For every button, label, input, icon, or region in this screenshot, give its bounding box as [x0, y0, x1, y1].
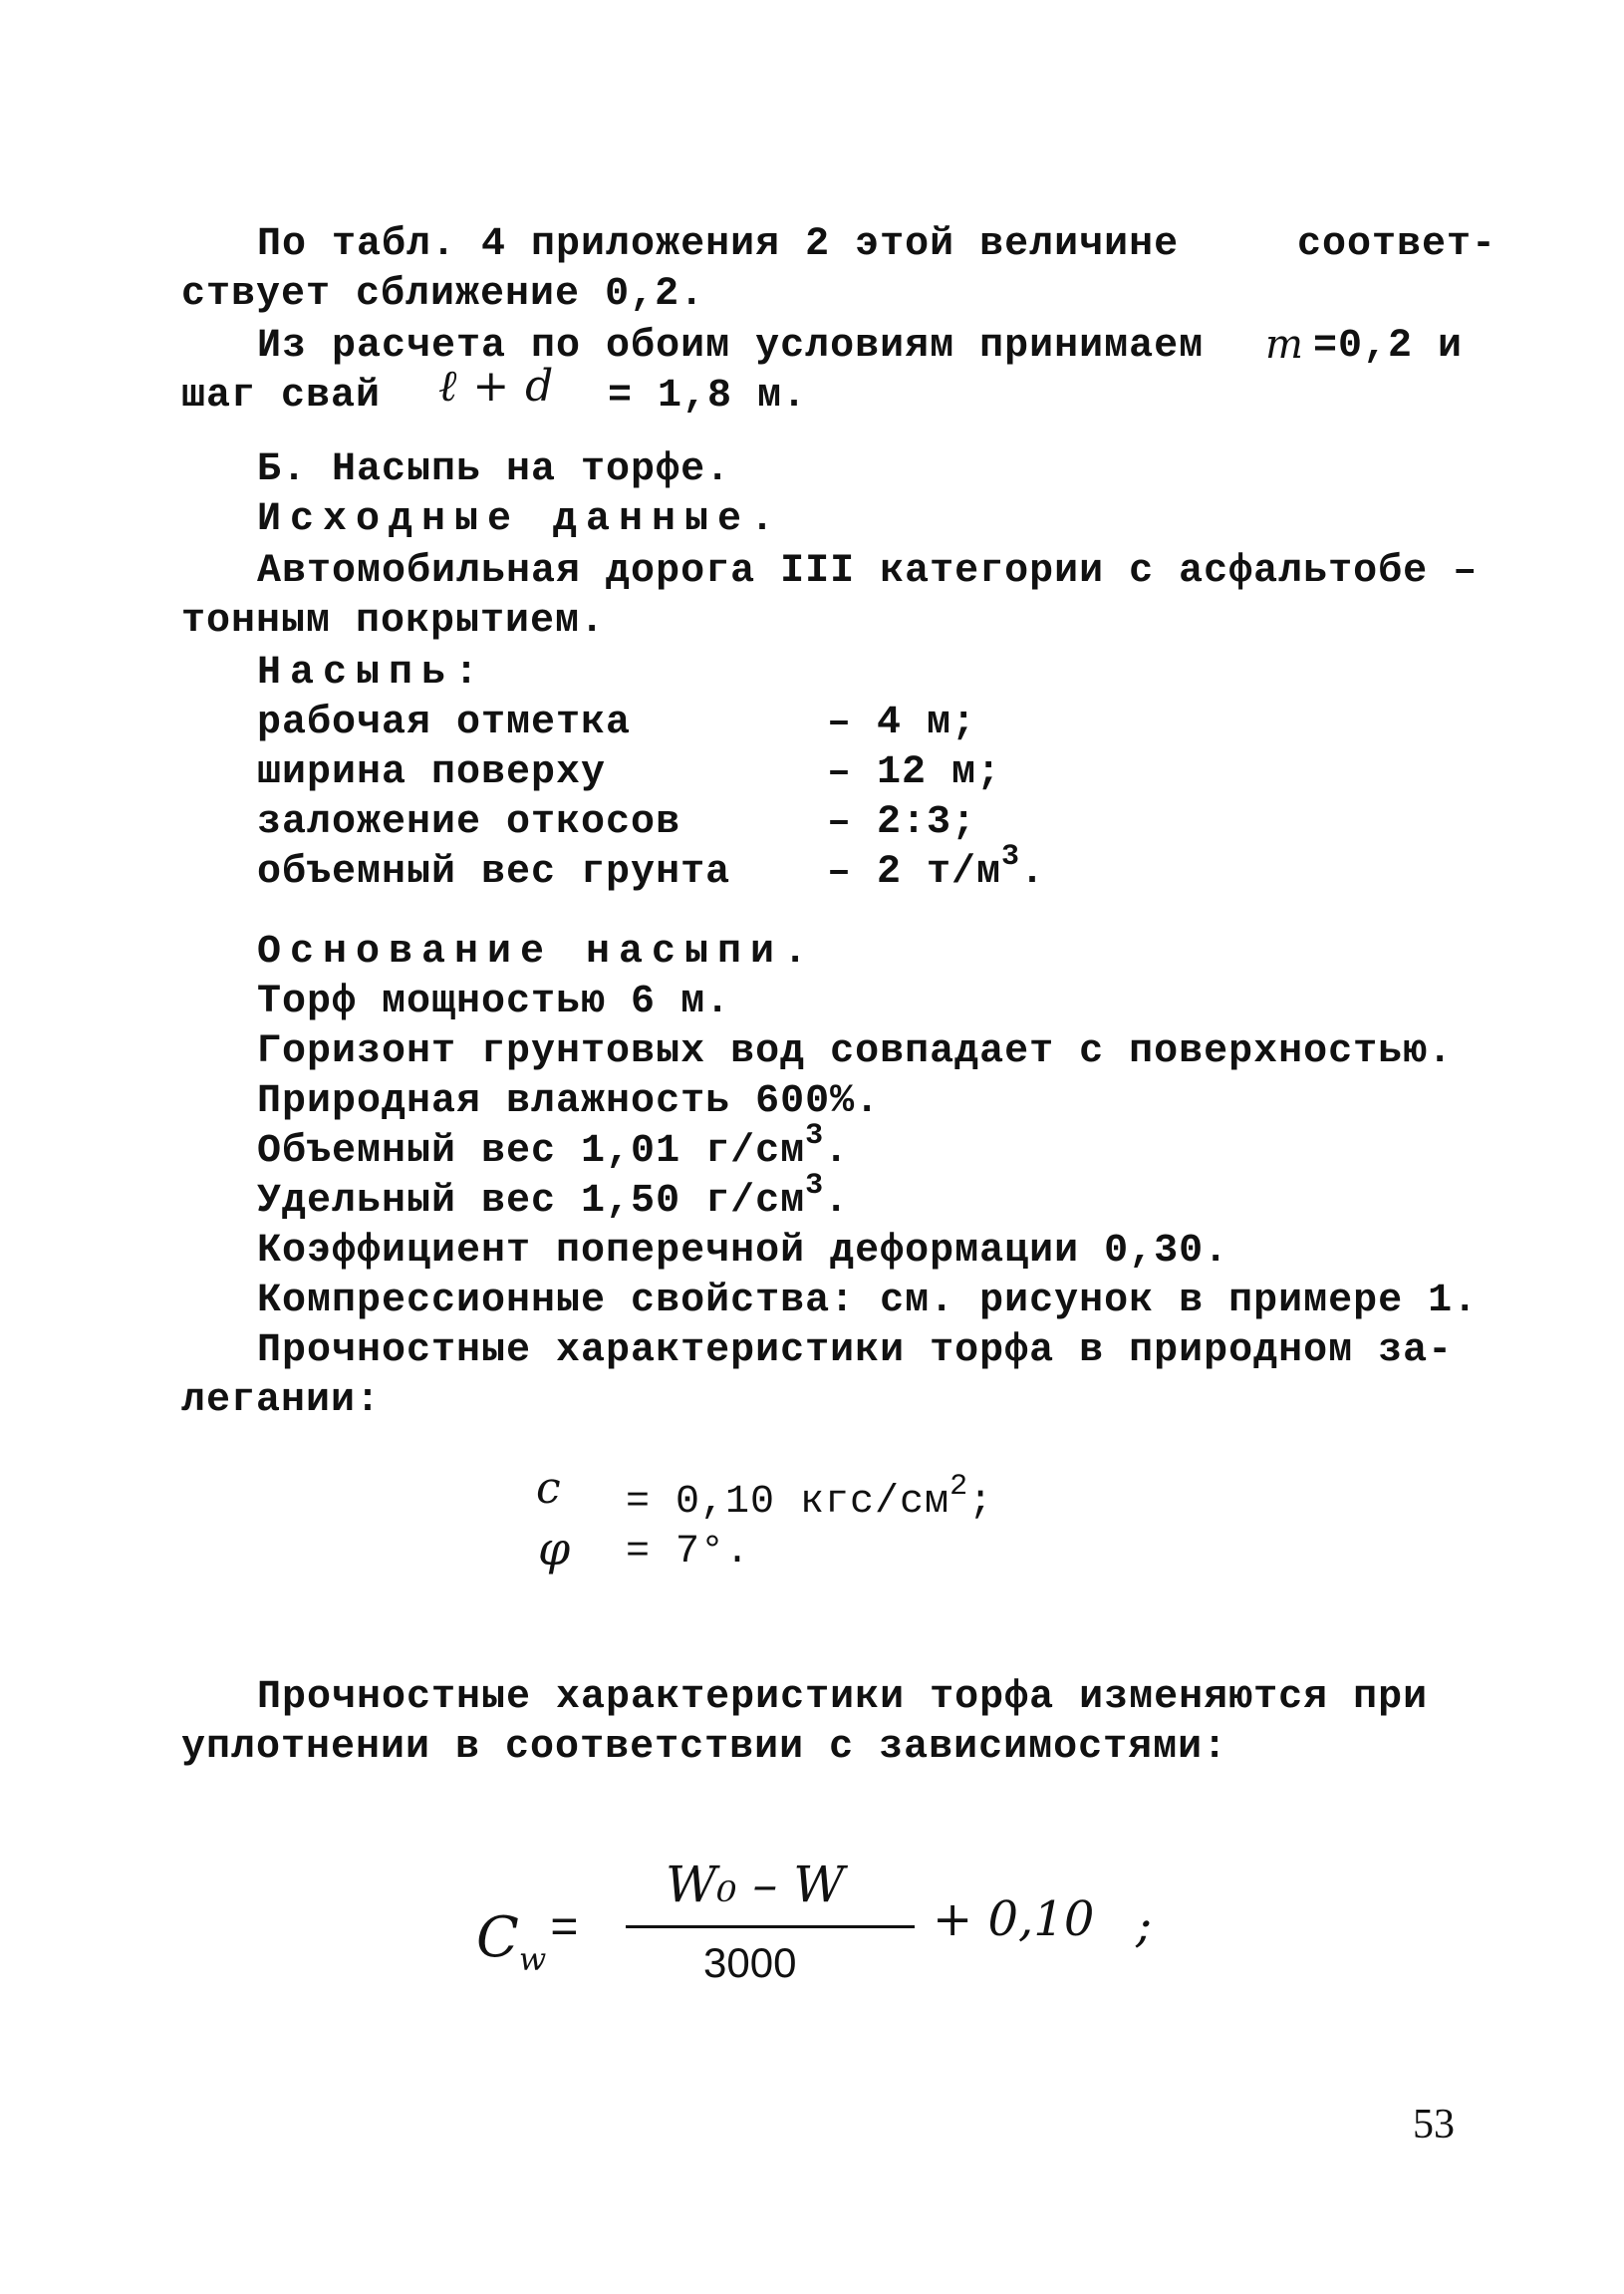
- section-b-subtitle: Исходные данные.: [257, 497, 784, 542]
- param-value: [827, 840, 1046, 899]
- formula-tail: ;: [1136, 1897, 1153, 1953]
- c-tail: ;: [968, 1480, 994, 1525]
- param-row: [257, 700, 1353, 747]
- param-label: объемный вес грунта: [257, 850, 731, 895]
- dot: .: [824, 1179, 850, 1224]
- para2-line2-b: = 1,8 м.: [608, 374, 808, 419]
- para1-text-b: соответ-: [1297, 222, 1497, 267]
- superscript: 3: [805, 1169, 825, 1203]
- page-number: 53: [1413, 2102, 1455, 2148]
- para1-line2: ствует сближение 0,2.: [181, 272, 705, 317]
- param-label: ширина поверху: [257, 750, 607, 795]
- para2-line2-a: шаг свай: [181, 374, 382, 419]
- para2-line1: [257, 323, 1204, 371]
- bulk-weight: [257, 1119, 850, 1178]
- superscript: 3: [1001, 840, 1021, 874]
- strength-line2: легании:: [181, 1378, 382, 1423]
- poisson-ratio: Коэффициент поперечной деформации 0,30.: [257, 1229, 1229, 1274]
- specific-weight: [257, 1169, 850, 1228]
- param-value-text: – 2 т/м: [827, 850, 1002, 895]
- param-row: [257, 749, 1353, 797]
- param-tail: .: [1020, 850, 1046, 895]
- formula-numerator: W₀ – W: [666, 1856, 845, 1913]
- compression-properties: Компрессионные свойства: см. рисунок в примере 1.: [257, 1279, 1479, 1323]
- dot: .: [824, 1129, 850, 1174]
- formula-plus-term: + 0,10: [933, 1891, 1095, 1947]
- formula-sub-w: w: [518, 1940, 547, 1978]
- superscript: 2: [949, 1470, 969, 1504]
- param-value: – 4 м;: [827, 701, 977, 745]
- m-symbol: m: [1265, 322, 1304, 368]
- para1-text-a: По табл. 4 приложения 2 этой величине: [257, 222, 1180, 267]
- para2-text-a: Из расчета по обоим условиям принимаем: [257, 324, 1205, 369]
- peat-thickness: Торф мощностью 6 м.: [257, 980, 731, 1024]
- road-line1: Автомобильная дорога III категории с асфальтобе –: [257, 549, 1479, 594]
- param-label: заложение откосов: [257, 800, 681, 845]
- c-symbol: c: [536, 1463, 562, 1514]
- para1-line1-end: [1297, 221, 1496, 269]
- param-value: – 2:3;: [827, 800, 977, 845]
- c-value: [626, 1470, 994, 1529]
- para1-line1: [257, 221, 1179, 269]
- bulk-weight-text: Объемный вес 1,01 г/см: [257, 1129, 806, 1174]
- base-header: Основание насыпи.: [257, 930, 817, 975]
- param-row: [257, 840, 1353, 897]
- road-line2: тонным покрытием.: [181, 599, 606, 644]
- fraction-bar: [626, 1925, 915, 1928]
- formula-equals: =: [550, 1903, 579, 1957]
- groundwater-line: Горизонт грунтовых вод совпадает с поверхностью.: [257, 1029, 1454, 1074]
- pile-step-formula: ℓ + d: [438, 361, 555, 412]
- section-b-title: Б. Насыпь на торфе.: [257, 447, 731, 492]
- c-value-text: = 0,10 кгс/см: [626, 1480, 950, 1525]
- superscript: 3: [805, 1119, 825, 1153]
- formula-c: C: [476, 1905, 519, 1970]
- param-value: – 12 м;: [827, 750, 1002, 795]
- phi-symbol: φ: [538, 1522, 572, 1576]
- natural-moisture: Природная влажность 600%.: [257, 1079, 881, 1124]
- phi-value: = 7°.: [626, 1530, 751, 1575]
- compaction-line2: уплотнении в соответствии с зависимостями:: [181, 1725, 1228, 1770]
- specific-weight-text: Удельный вес 1,50 г/см: [257, 1179, 806, 1224]
- formula-denominator: 3000: [703, 1939, 797, 1986]
- param-row: [257, 799, 1353, 847]
- strength-line1: Прочностные характеристики торфа в природном за-: [257, 1328, 1454, 1373]
- compaction-line1: Прочностные характеристики торфа изменяются при: [257, 1675, 1429, 1720]
- formula-lhs: [476, 1905, 547, 1978]
- para2-m-value: =0,2 и: [1313, 324, 1464, 369]
- embankment-header: Насыпь:: [257, 651, 488, 696]
- param-label: рабочая отметка: [257, 701, 632, 745]
